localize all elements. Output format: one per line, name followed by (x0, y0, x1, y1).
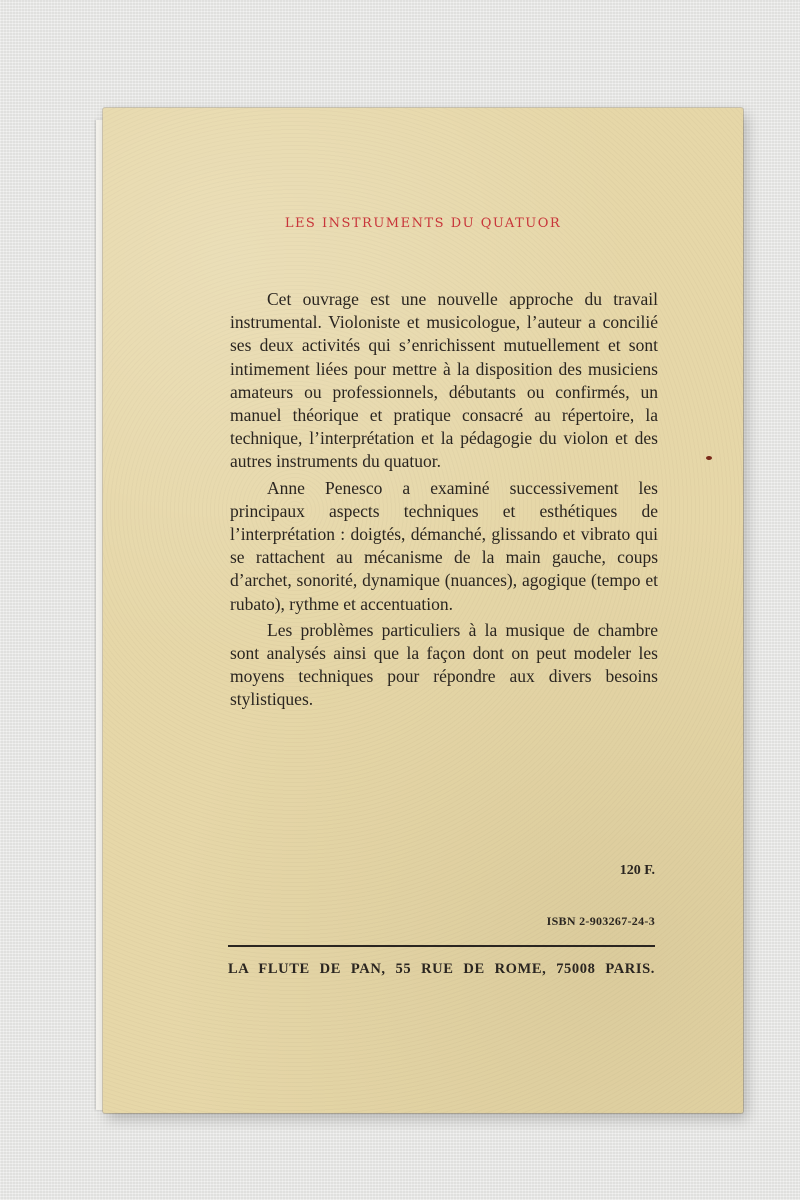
isbn: ISBN 2-903267-24-3 (546, 914, 655, 928)
blurb-paragraph: Les problèmes particuliers à la musique de chambre sont analysés ainsi que la façon dont on peut modeler les moyens techniques pour répondre aux divers besoins stylistiques. (230, 619, 658, 710)
price: 120 F. (619, 863, 655, 878)
book-back-cover (103, 108, 743, 1113)
series-title: LES INSTRUMENTS DU QUATUOR (284, 216, 562, 231)
divider-rule (228, 945, 655, 947)
blurb-paragraph: Cet ouvrage est une nouvelle approche du travail instrumental. Violoniste et musicologue, l’auteur a concilié ses deux activités qui s’enrichissent mutuellement et sont intimement liées pour mettre à la disposition des musiciens amateurs ou professionnels, débutants ou confirmés, un manuel théorique et pratique consacré au répertoire, la technique, l’interprétation et la pédagogie du violon et des autres instruments du quatuor. (230, 289, 658, 472)
blurb-paragraph: Anne Penesco a examiné successivement les principaux aspects techniques et esthétiques de l’interprétation : doigtés, démanché, glissando et vibrato qui se rattachent au mécanisme de la main gauche, coups d’archet, sonorité, dynamique (nuances), agogique (tempo et rubato), rythme et accentuation. (230, 477, 658, 614)
blurb (230, 288, 658, 715)
ink-speck (706, 456, 712, 460)
publisher-address: LA FLUTE DE PAN, 55 RUE DE ROME, 75008 PARIS. (228, 961, 655, 977)
